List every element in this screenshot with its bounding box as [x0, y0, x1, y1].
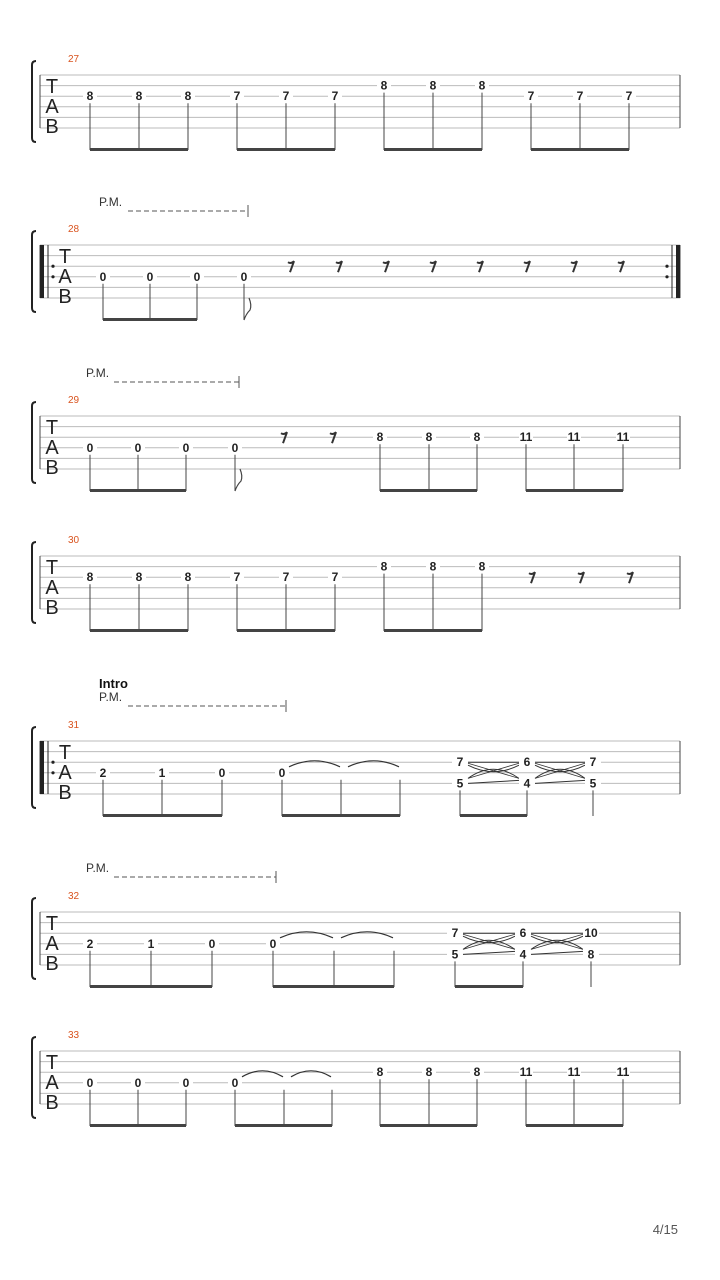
- measure-number: 32: [68, 891, 80, 902]
- fret-number: 7: [233, 89, 241, 104]
- beam: [384, 629, 482, 632]
- beam: [273, 985, 394, 988]
- fret-number: 11: [616, 430, 630, 445]
- palm-mute-label: P.M.: [86, 366, 110, 380]
- fret-number: 1: [147, 936, 155, 951]
- chord-top-fret: 6: [519, 926, 527, 941]
- beam: [103, 318, 197, 321]
- fret-number: 8: [380, 78, 388, 93]
- fret-number: 8: [425, 430, 433, 445]
- fret-number: 1: [158, 765, 166, 780]
- repeat-end-thick: [676, 245, 680, 298]
- chord-bottom-fret: 5: [451, 947, 459, 962]
- system-bracket: [32, 542, 36, 623]
- fret-number: 8: [380, 559, 388, 574]
- beam: [380, 1124, 477, 1127]
- fret-number: 11: [519, 430, 533, 445]
- system-bracket: [32, 402, 36, 483]
- system-bracket: [32, 231, 36, 312]
- beam: [90, 985, 212, 988]
- tab-clef-letter: T: [45, 76, 59, 98]
- fret-number: 0: [231, 1075, 239, 1090]
- beam: [282, 814, 400, 817]
- chord-beam: [455, 985, 523, 988]
- tab-system-32: [32, 861, 680, 988]
- tab-system-28: [32, 195, 680, 321]
- tab-clef-letter: B: [58, 286, 72, 308]
- chord-top-fret: 10: [584, 926, 598, 941]
- fret-number: 8: [184, 570, 192, 585]
- fret-number: 7: [331, 570, 339, 585]
- fret-number: 8: [86, 570, 94, 585]
- tab-clef-letter: B: [45, 457, 59, 479]
- chord-bottom-fret: 4: [519, 947, 527, 962]
- chord-bottom-fret: 5: [589, 776, 597, 791]
- fret-number: 2: [86, 936, 94, 951]
- fret-number: 0: [208, 936, 216, 951]
- fret-number: 2: [99, 765, 107, 780]
- tab-clef-letter: A: [58, 266, 72, 288]
- beam: [531, 148, 629, 151]
- fret-number: 8: [429, 78, 437, 93]
- tab-system-33: [32, 1030, 680, 1127]
- tab-clef-letter: A: [45, 96, 59, 118]
- fret-number: 11: [567, 430, 581, 445]
- beam: [526, 1124, 623, 1127]
- fret-number: 7: [576, 89, 584, 104]
- repeat-dot: [51, 275, 54, 278]
- beam: [235, 1124, 332, 1127]
- tab-clef-letter: A: [45, 577, 59, 599]
- section-label: Intro: [99, 676, 128, 691]
- tab-clef-letter: A: [45, 1072, 59, 1094]
- fret-number: 7: [282, 570, 290, 585]
- tab-clef-letter: A: [58, 762, 72, 784]
- chord-top-fret: 7: [451, 926, 459, 941]
- beam: [90, 629, 188, 632]
- fret-number: 11: [519, 1065, 533, 1080]
- beam: [103, 814, 222, 817]
- tab-clef-letter: A: [45, 437, 59, 459]
- system-bracket: [32, 61, 36, 142]
- repeat-start-thick: [40, 741, 44, 794]
- system-bracket: [32, 727, 36, 808]
- tab-clef-letter: B: [45, 1092, 59, 1114]
- tab-system-31: [32, 676, 680, 817]
- beam: [237, 148, 335, 151]
- fret-number: 0: [278, 765, 286, 780]
- repeat-dot: [51, 265, 54, 268]
- tab-clef-letter: T: [45, 1052, 59, 1074]
- tab-clef-letter: T: [58, 246, 72, 268]
- fret-number: 7: [282, 89, 290, 104]
- measure-number: 28: [68, 224, 80, 235]
- fret-number: 7: [625, 89, 633, 104]
- note-flag: [244, 298, 251, 320]
- fret-number: 8: [135, 89, 143, 104]
- chord-bottom-fret: 8: [587, 947, 595, 962]
- tab-clef-letter: B: [45, 597, 59, 619]
- palm-mute-label: P.M.: [99, 195, 123, 209]
- fret-number: 0: [146, 269, 154, 284]
- fret-number: 8: [473, 430, 481, 445]
- measure-number: 31: [68, 720, 80, 731]
- tab-system-27: [32, 54, 680, 151]
- palm-mute-label: P.M.: [99, 690, 123, 704]
- tab-clef-letter: T: [45, 913, 59, 935]
- fret-number: 0: [193, 269, 201, 284]
- repeat-dot: [665, 275, 668, 278]
- tab-clef-letter: T: [45, 417, 59, 439]
- measure-number: 29: [68, 395, 80, 406]
- fret-number: 0: [240, 269, 248, 284]
- systems-layer: [32, 54, 680, 1127]
- beam: [526, 489, 623, 492]
- beam: [237, 629, 335, 632]
- repeat-dot: [665, 265, 668, 268]
- beam: [384, 148, 482, 151]
- fret-number: 8: [425, 1065, 433, 1080]
- fret-number: 8: [86, 89, 94, 104]
- fret-number: 0: [218, 765, 226, 780]
- tab-system-30: [32, 535, 680, 632]
- chord-bottom-fret: 4: [523, 776, 531, 791]
- fret-number: 0: [86, 440, 94, 455]
- chord-top-fret: 6: [523, 755, 531, 770]
- measure-number: 30: [68, 535, 80, 546]
- fret-number: 0: [182, 440, 190, 455]
- page-number: 4/15: [652, 1222, 678, 1237]
- fret-number: 0: [269, 936, 277, 951]
- tab-clef-letter: B: [45, 953, 59, 975]
- system-bracket: [32, 1037, 36, 1118]
- fret-number: 11: [567, 1065, 581, 1080]
- repeat-dot: [51, 761, 54, 764]
- tab-system-29: [32, 366, 680, 492]
- beam: [90, 489, 186, 492]
- chord-top-fret: 7: [456, 755, 464, 770]
- fret-number: 0: [99, 269, 107, 284]
- fret-number: 8: [376, 430, 384, 445]
- tab-clef-letter: T: [58, 742, 72, 764]
- chord-beam: [460, 814, 527, 817]
- fret-number: 8: [473, 1065, 481, 1080]
- fret-number: 8: [429, 559, 437, 574]
- note-flag: [235, 469, 242, 491]
- fret-number: 0: [86, 1075, 94, 1090]
- beam: [380, 489, 477, 492]
- measure-number: 33: [68, 1030, 80, 1041]
- system-bracket: [32, 898, 36, 979]
- fret-number: 7: [233, 570, 241, 585]
- fret-number: 8: [184, 89, 192, 104]
- tab-clef-letter: B: [58, 782, 72, 804]
- fret-number: 8: [478, 78, 486, 93]
- tab-clef-letter: A: [45, 933, 59, 955]
- beam: [90, 1124, 186, 1127]
- repeat-dot: [51, 771, 54, 774]
- fret-number: 0: [182, 1075, 190, 1090]
- tab-clef-letter: T: [45, 557, 59, 579]
- fret-number: 0: [134, 440, 142, 455]
- palm-mute-label: P.M.: [86, 861, 110, 875]
- fret-number: 0: [231, 440, 239, 455]
- chord-bottom-fret: 5: [456, 776, 464, 791]
- fret-number: 7: [331, 89, 339, 104]
- repeat-start-thick: [40, 245, 44, 298]
- chord-top-fret: 7: [589, 755, 597, 770]
- tab-clef-letter: B: [45, 116, 59, 138]
- measure-number: 27: [68, 54, 80, 65]
- beam: [90, 148, 188, 151]
- fret-number: 8: [135, 570, 143, 585]
- fret-number: 8: [376, 1065, 384, 1080]
- fret-number: 7: [527, 89, 535, 104]
- fret-number: 8: [478, 559, 486, 574]
- fret-number: 11: [616, 1065, 630, 1080]
- fret-number: 0: [134, 1075, 142, 1090]
